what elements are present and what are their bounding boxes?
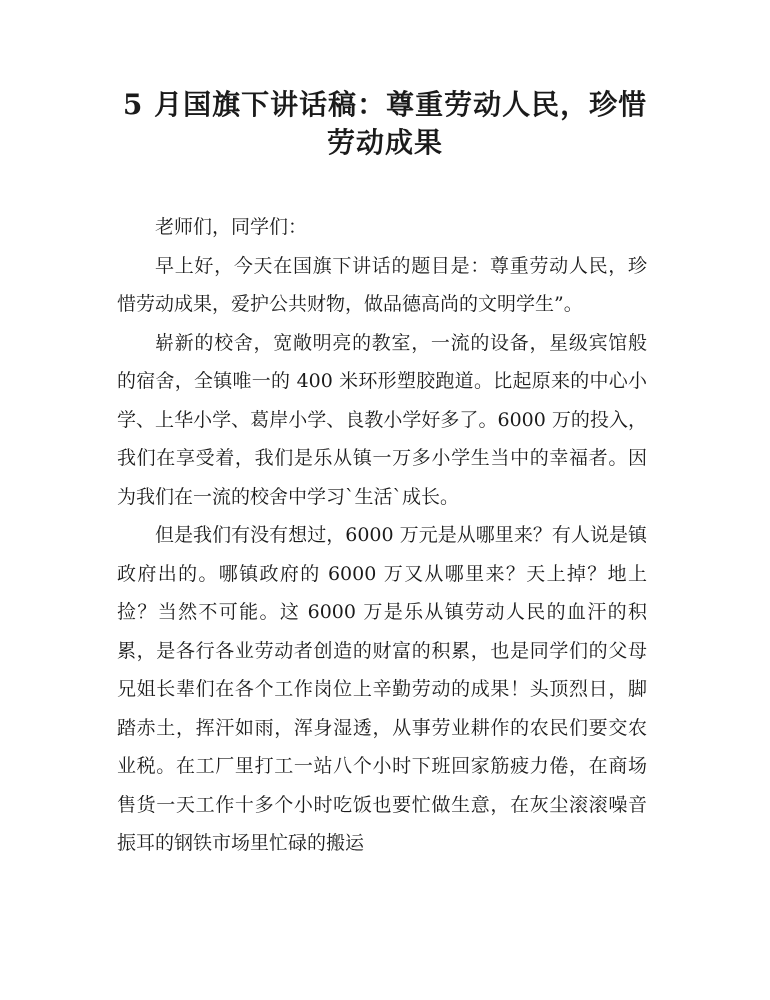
salutation-paragraph: 老师们，同学们：: [155, 216, 308, 238]
document-title: 5 月国旗下讲话稿：尊重劳动人民，珍惜劳动成果: [122, 88, 648, 159]
greeting-paragraph: 早上好，今天在国旗下讲话的题目是：尊重劳动人民，珍惜劳动成果，爱护公共财物，做品德高尚的文明学生”。: [117, 254, 647, 315]
funding-paragraph: 但是我们有没有想过，6000 万元是从哪里来？有人说是镇政府出的。哪镇政府的 6000 万又从哪里来？天上掉？地上捡？当然不可能。这 6000 万是乐从镇劳动人民的血汗的积累，是各行各业劳动者创造的财富的积累，也是同学们的父母兄姐长辈们在各个工作岗位上辛勤劳动的成果！头顶烈日，脚踏赤土，挥汗如雨，浑身湿透，从事劳业耕作的农民们要交农业税。在工厂里打工一站八个小时下班回家筋疲力倦，在商场售货一天工作十多个小时吃饭也要忙做生意，在灰尘滚滚噪音振耳的钢铁市场里忙碌的搬运: [117, 524, 647, 854]
campus-paragraph: 崭新的校舍，宽敞明亮的教室，一流的设备，星级宾馆般的宿舍，全镇唯一的 400 米环形塑胶跑道。比起原来的中心小学、上华小学、葛岸小学、良教小学好多了。6000 万的投入，我们在享受着，我们是乐从镇一万多小学生当中的幸福者。因为我们在一流的校舍中学习`生活`成长。: [117, 331, 647, 508]
document-body: [117, 208, 647, 863]
